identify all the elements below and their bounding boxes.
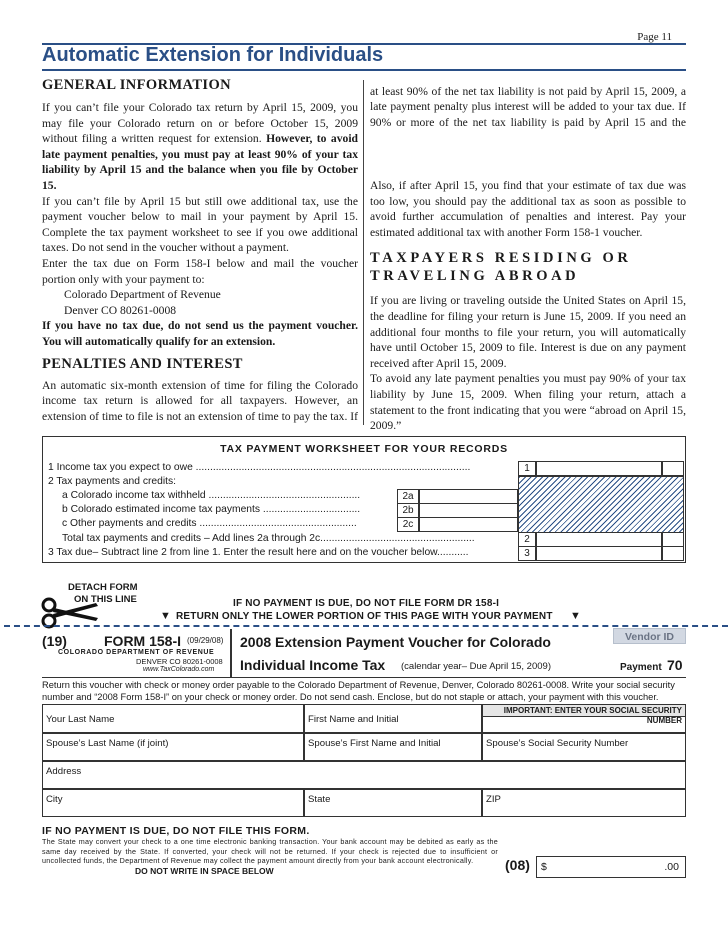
worksheet-line2c-number: 2c (397, 517, 419, 532)
penalties-p1: An automatic six-month extension of time for filing the Colorado income tax return is allowed for all taxpayers. However, an extension of time to file is not an extension of time to pay the tax. If (42, 378, 358, 423)
general-p1b: However, to avoid late payment penalties, you must pay at least 90% of your tax liability by April 15 and the balance when you file by October 15. (42, 132, 358, 192)
voucher-form-date: (09/29/08) (187, 636, 224, 645)
page-number: Page 11 (637, 31, 672, 43)
penalties-text-left (42, 378, 358, 425)
voucher-title-line1: 2008 Extension Payment Voucher for Colorado (240, 634, 551, 650)
voucher-title-box (230, 629, 232, 677)
mail-address-line1: Colorado Department of Revenue (64, 288, 221, 302)
worksheet-line3-cents[interactable] (662, 546, 684, 561)
worksheet-line3-number: 3 (518, 546, 536, 561)
zip-label: ZIP (486, 794, 501, 805)
penalties-p1-cont: at least 90% of the net tax liability is not paid by April 15, 2009, a late payment penalty plus interest will be added to your tax due. If 90% or more of the net tax liability is paid by April 15 and the (370, 84, 686, 129)
worksheet-line2a-number: 2a (397, 489, 419, 504)
cents-value: .00 (664, 861, 679, 873)
worksheet-line2b-amount[interactable] (419, 503, 518, 518)
voucher-instructions: Return this voucher with check or money order payable to the Colorado Department of Revenue, Denver, Colorado 80261-0008. Write your social security number and “2008 Form 158-I” on your check or money order. Do not send cash. Enclose, but do not staple or attach, your payment with this voucher. (42, 680, 675, 702)
zip-field[interactable] (482, 789, 686, 817)
page-title: Automatic Extension for Individuals (42, 44, 384, 66)
right-column (370, 84, 686, 434)
mail-address-line2: Denver CO 80261-0008 (64, 303, 177, 317)
first-name-field[interactable] (304, 704, 482, 733)
spouse-first-name-label: Spouse’s First Name and Initial (308, 738, 441, 749)
penalties-p2: Also, if after April 15, you find that your estimate of tax due was too low, you should pay the additional tax as soon as possible to avoid further accumulation of penalties and interest. Pay your estimated additional tax with another Form 158-1 voucher. (370, 179, 686, 239)
detach-notice-2: RETURN ONLY THE LOWER PORTION OF THIS PAGE WITH YOUR PAYMENT (176, 611, 553, 622)
general-text (42, 100, 358, 350)
fine-print: The State may convert your check to a one time electronic banking transaction. Your bank account may be debited as early as the same day received by the State. If converted, your check will not be returned. If your check is rejected due to insufficient or uncollected funds, the Department of Revenue may collect the payment amount directly from your bank account electronically. (42, 837, 498, 866)
voucher-title-note: (calendar year– Due April 15, 2009) (401, 661, 551, 672)
penalties-p2-wrap (370, 178, 686, 240)
address-field[interactable] (42, 761, 686, 789)
vendor-id-box: Vendor ID (613, 628, 686, 644)
spouse-last-name-field[interactable] (42, 733, 304, 761)
worksheet-line2b-number: 2b (397, 503, 419, 518)
worksheet-line2-cents[interactable] (662, 532, 684, 547)
detach-label-1: DETACH FORM (68, 582, 138, 593)
abroad-p1: If you are living or traveling outside the United States on April 15, the deadline for filing your return is June 15, 2009. If you need an additional four months to file your return, you will automatically have until October 15, 2009 to file. Interest is due on any payment received after April 15, 2009. (370, 294, 686, 370)
general-p4: If you have no tax due, do not send us the payment voucher. You will automatically qualify for an extension. (42, 319, 358, 348)
spouse-first-name-field[interactable] (304, 733, 482, 761)
spouse-ssn-label: Spouse’s Social Security Number (486, 738, 629, 749)
column-divider (363, 80, 364, 425)
general-p3: Enter the tax due on Form 158-I below and mail the voucher portion only with your payment to: (42, 256, 358, 286)
worksheet-line2-amount[interactable] (536, 532, 662, 547)
worksheet-line2c-amount[interactable] (419, 517, 518, 532)
general-p1a: If you can’t file your Colorado tax return by April 15, 2009, you may file your Colorado return on or before October 15, 2009 without filing a written request for extension. (42, 101, 358, 146)
payment-amount-field[interactable] (536, 856, 686, 878)
detach-cut-line (4, 625, 728, 627)
dollar-sign: $ (541, 861, 547, 873)
abroad-heading: TAXPAYERS RESIDING OR TRAVELING ABROAD (370, 250, 632, 285)
address-label: Address (46, 766, 82, 777)
amount-code-08: (08) (505, 857, 530, 873)
worksheet-line2-number: 2 (518, 532, 536, 547)
worksheet-line2a: a Colorado income tax withheld ..................................................... (62, 490, 361, 501)
last-name-field[interactable] (42, 704, 304, 733)
worksheet-line3-amount[interactable] (536, 546, 662, 561)
worksheet-line2c: c Other payments and credits ....................................................... (62, 518, 357, 529)
no-payment-notice: IF NO PAYMENT IS DUE, DO NOT FILE THIS FORM. (42, 825, 310, 837)
down-arrow-icon-left: ▼ (160, 610, 171, 622)
worksheet-line1-amount[interactable] (536, 461, 662, 476)
worksheet-line3: 3 Tax due– Subtract line 2 from line 1. Enter the result here and on the voucher below........... (48, 547, 469, 558)
first-name-label: First Name and Initial (308, 714, 399, 725)
worksheet-line2b: b Colorado estimated income tax payments .................................. (62, 504, 361, 515)
voucher-city: DENVER CO 80261-0008 (136, 657, 223, 666)
worksheet-line1-cents[interactable] (662, 461, 684, 476)
left-column (42, 77, 358, 425)
ssn-important-label: IMPORTANT: ENTER YOUR SOCIAL SECURITY NUMBER (483, 705, 685, 717)
voucher-title-line2: Individual Income Tax (240, 657, 386, 673)
worksheet-line1: 1 Income tax you expect to owe ................................................................................................ (48, 462, 471, 473)
general-p2: If you can’t file by April 15 but still owe additional tax, use the payment voucher below to mail in your payment by April 15. Complete the tax payment worksheet to see if you owe additional taxes. Do not send in the voucher without a payment. (42, 194, 358, 255)
voucher-form-number: FORM 158-I (104, 633, 182, 649)
state-field[interactable] (304, 789, 482, 817)
worksheet-line2a-amount[interactable] (419, 489, 518, 504)
last-name-label: Your Last Name (46, 714, 115, 725)
worksheet-hatched-area (518, 476, 684, 533)
payment-code: 70 (667, 657, 683, 673)
voucher-website: www.TaxColorado.com (143, 666, 215, 673)
state-label: State (308, 794, 331, 805)
detach-notice-1: IF NO PAYMENT IS DUE, DO NOT FILE FORM DR 158-I (233, 598, 500, 609)
penalties-text-right (370, 84, 686, 131)
worksheet-title: TAX PAYMENT WORKSHEET FOR YOUR RECORDS (220, 443, 508, 455)
general-heading: GENERAL INFORMATION (42, 77, 231, 93)
payment-label: Payment (620, 662, 662, 673)
ssn-field[interactable] (482, 704, 686, 733)
worksheet-line2: 2 Tax payments and credits: (48, 476, 177, 487)
abroad-p2: To avoid any late payment penalties you must pay 90% of your tax liability by June 15, 2009. When filing your return, attach a statement to the front indicating that you were “abroad on April 15, 2009.” (370, 372, 686, 433)
do-not-write-label: DO NOT WRITE IN SPACE BELOW (131, 866, 274, 876)
voucher-department: COLORADO DEPARTMENT OF REVENUE (58, 649, 215, 656)
abroad-text (370, 293, 686, 433)
title-rule (42, 69, 686, 71)
detach-label-2: ON THIS LINE (74, 594, 137, 605)
city-label: City (46, 794, 63, 805)
worksheet-line2-total: Total tax payments and credits – Add lines 2a through 2c...................................................... (62, 533, 475, 544)
penalties-heading: PENALTIES AND INTEREST (42, 355, 243, 372)
spouse-last-name-label: Spouse’s Last Name (if joint) (46, 738, 169, 749)
worksheet-line1-number: 1 (518, 461, 536, 476)
down-arrow-icon-right: ▼ (570, 610, 581, 622)
voucher-header-rule (42, 677, 686, 678)
voucher-code-19: (19) (42, 633, 67, 649)
spouse-ssn-field[interactable] (482, 733, 686, 761)
city-field[interactable] (42, 789, 304, 817)
